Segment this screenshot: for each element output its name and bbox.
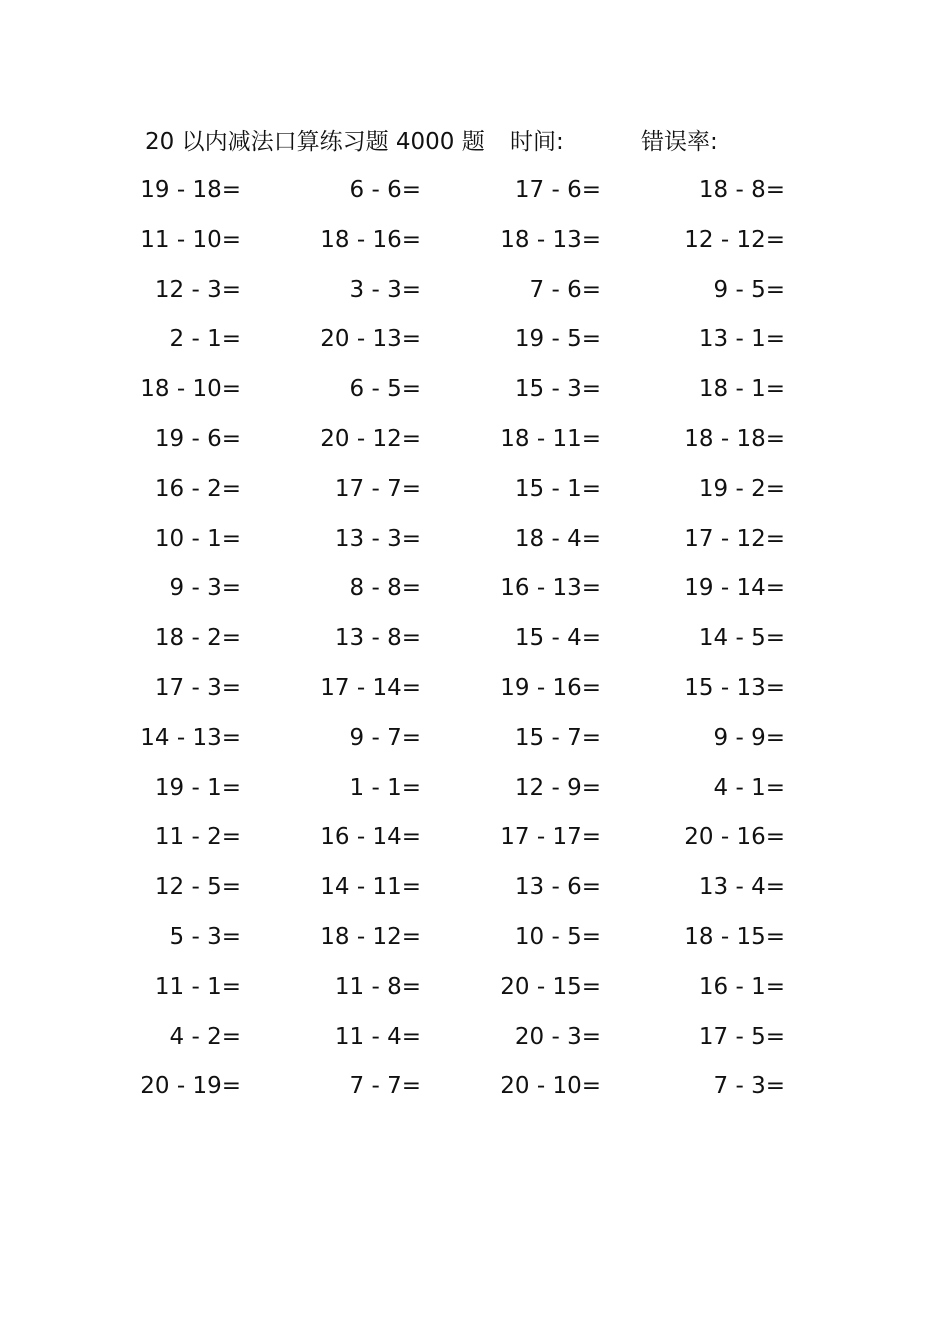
problem-row xyxy=(0,564,950,614)
problem-item: 19 - 16= xyxy=(500,674,601,701)
problem-item: 4 - 1= xyxy=(713,774,785,801)
problem-item: 14 - 5= xyxy=(698,625,785,652)
problem-item: 17 - 3= xyxy=(154,674,241,701)
problem-item: 13 - 3= xyxy=(334,525,421,552)
problem-row xyxy=(0,664,950,714)
problem-item: 13 - 8= xyxy=(334,625,421,652)
problem-row xyxy=(0,465,950,515)
problem-row xyxy=(0,714,950,764)
problem-item: 1 - 1= xyxy=(349,774,421,801)
problem-grid xyxy=(0,166,950,1112)
problem-item: 19 - 1= xyxy=(154,774,241,801)
problem-row xyxy=(0,365,950,415)
problem-row xyxy=(0,216,950,266)
problem-item: 9 - 7= xyxy=(349,724,421,751)
problem-item: 12 - 5= xyxy=(154,874,241,901)
problem-item: 2 - 1= xyxy=(169,326,241,353)
problem-item: 16 - 13= xyxy=(500,575,601,602)
problem-item: 15 - 4= xyxy=(514,625,601,652)
problem-item: 11 - 8= xyxy=(334,973,421,1000)
problem-item: 10 - 1= xyxy=(154,525,241,552)
problem-item: 16 - 14= xyxy=(320,824,421,851)
problem-item: 13 - 4= xyxy=(698,874,785,901)
problem-item: 20 - 15= xyxy=(500,973,601,1000)
problem-item: 12 - 9= xyxy=(514,774,601,801)
problem-item: 15 - 1= xyxy=(514,475,601,502)
problem-item: 15 - 3= xyxy=(514,376,601,403)
problem-item: 11 - 10= xyxy=(140,226,241,253)
problem-item: 16 - 2= xyxy=(154,475,241,502)
time-label: 时间: xyxy=(510,129,564,155)
problem-item: 17 - 5= xyxy=(698,1023,785,1050)
problem-item: 19 - 2= xyxy=(698,475,785,502)
worksheet-header xyxy=(0,124,950,160)
problem-row xyxy=(0,166,950,216)
problem-item: 9 - 9= xyxy=(713,724,785,751)
problem-item: 17 - 12= xyxy=(684,525,785,552)
problem-row xyxy=(0,863,950,913)
problem-item: 11 - 2= xyxy=(154,824,241,851)
problem-item: 18 - 12= xyxy=(320,923,421,950)
problem-item: 18 - 11= xyxy=(500,425,601,452)
problem-item: 4 - 2= xyxy=(169,1023,241,1050)
problem-item: 6 - 6= xyxy=(349,177,421,203)
problem-item: 18 - 16= xyxy=(320,226,421,253)
problem-item: 18 - 4= xyxy=(514,525,601,552)
problem-item: 18 - 18= xyxy=(684,425,785,452)
problem-item: 17 - 14= xyxy=(320,674,421,701)
problem-item: 14 - 11= xyxy=(320,874,421,901)
problem-item: 20 - 10= xyxy=(500,1073,601,1100)
worksheet-title: 20 以内减法口算练习题 4000 题 xyxy=(145,129,485,155)
problem-item: 18 - 2= xyxy=(154,625,241,652)
problem-item: 12 - 12= xyxy=(684,226,785,253)
problem-item: 14 - 13= xyxy=(140,724,241,751)
problem-item: 20 - 13= xyxy=(320,326,421,353)
problem-item: 20 - 12= xyxy=(320,425,421,452)
problem-item: 17 - 7= xyxy=(334,475,421,502)
problem-item: 18 - 1= xyxy=(698,376,785,403)
problem-row xyxy=(0,614,950,664)
problem-item: 13 - 1= xyxy=(698,326,785,353)
problem-item: 18 - 8= xyxy=(698,177,785,203)
problem-row xyxy=(0,913,950,963)
problem-row xyxy=(0,315,950,365)
problem-item: 12 - 3= xyxy=(154,276,241,303)
problem-item: 20 - 19= xyxy=(140,1073,241,1100)
problem-item: 17 - 6= xyxy=(514,177,601,203)
problem-item: 16 - 1= xyxy=(698,973,785,1000)
problem-item: 17 - 17= xyxy=(500,824,601,851)
problem-item: 20 - 3= xyxy=(514,1023,601,1050)
problem-item: 13 - 6= xyxy=(514,874,601,901)
problem-item: 9 - 3= xyxy=(169,575,241,602)
problem-item: 19 - 18= xyxy=(140,177,241,203)
problem-row xyxy=(0,1013,950,1063)
problem-item: 18 - 13= xyxy=(500,226,601,253)
problem-item: 18 - 15= xyxy=(684,923,785,950)
problem-item: 11 - 4= xyxy=(334,1023,421,1050)
problem-row xyxy=(0,415,950,465)
problem-row xyxy=(0,764,950,814)
problem-item: 19 - 14= xyxy=(684,575,785,602)
problem-item: 10 - 5= xyxy=(514,923,601,950)
problem-item: 20 - 16= xyxy=(684,824,785,851)
problem-item: 18 - 10= xyxy=(140,376,241,403)
problem-item: 5 - 3= xyxy=(169,923,241,950)
problem-row xyxy=(0,1062,950,1112)
problem-item: 7 - 7= xyxy=(349,1073,421,1100)
problem-item: 19 - 5= xyxy=(514,326,601,353)
problem-item: 19 - 6= xyxy=(154,425,241,452)
problem-item: 7 - 6= xyxy=(529,276,601,303)
problem-row xyxy=(0,813,950,863)
problem-item: 9 - 5= xyxy=(713,276,785,303)
problem-item: 3 - 3= xyxy=(349,276,421,303)
problem-item: 6 - 5= xyxy=(349,376,421,403)
problem-row xyxy=(0,515,950,565)
problem-item: 11 - 1= xyxy=(154,973,241,1000)
error-rate-label: 错误率: xyxy=(641,129,718,155)
problem-row xyxy=(0,266,950,316)
problem-item: 7 - 3= xyxy=(713,1073,785,1100)
problem-row xyxy=(0,963,950,1013)
problem-item: 15 - 7= xyxy=(514,724,601,751)
problem-item: 8 - 8= xyxy=(349,575,421,602)
problem-item: 15 - 13= xyxy=(684,674,785,701)
